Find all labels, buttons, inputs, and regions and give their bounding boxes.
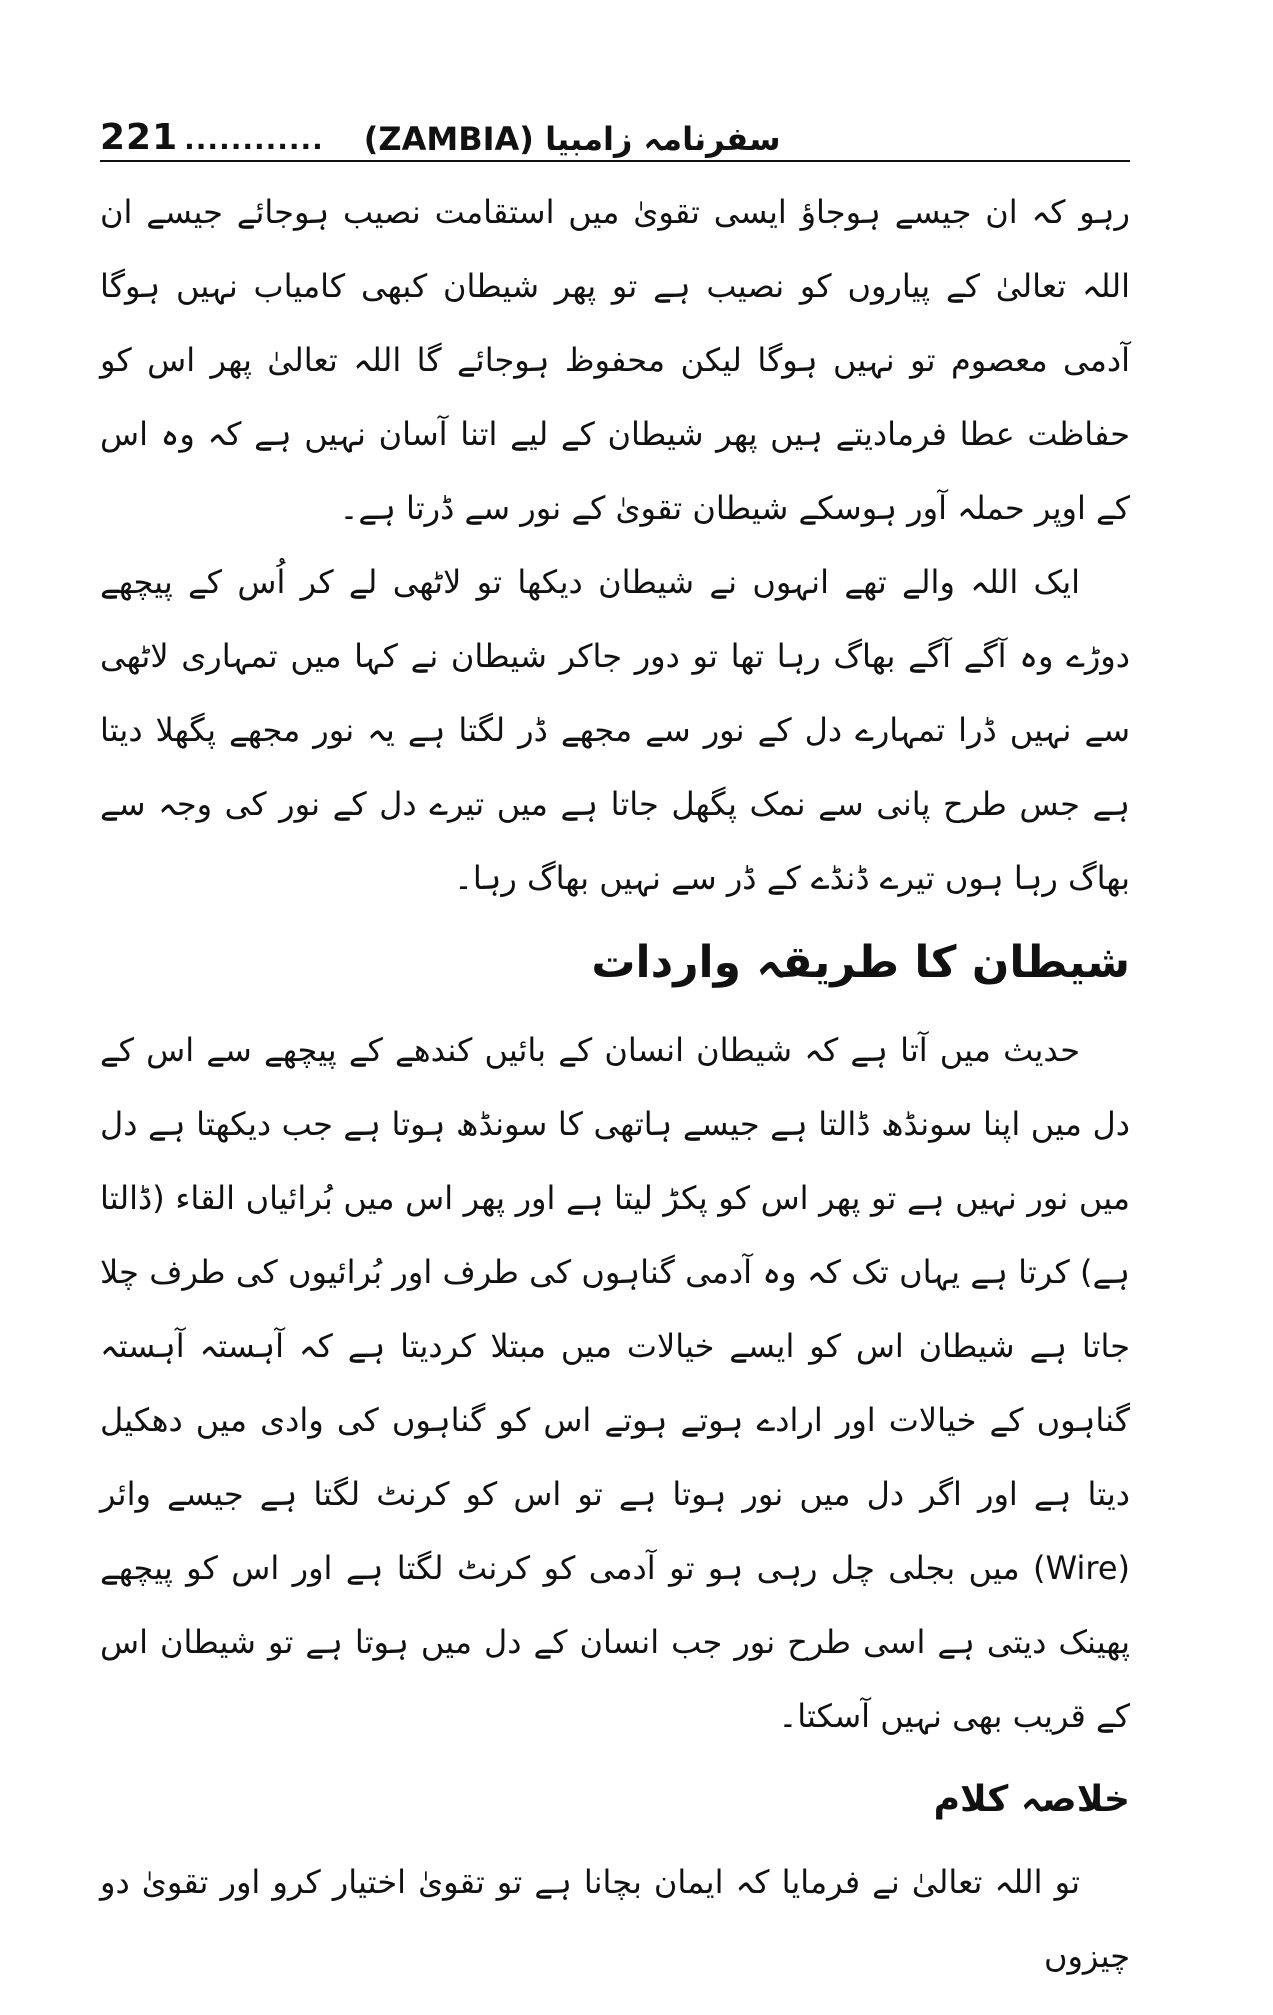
paragraph-2: ایک اللہ والے تھے انہوں نے شیطان دیکھا تو لاٹھی لے کر اُس کے پیچھے دوڑے وہ آگے آگے بھاگ رہا تھا تو دور جاکر شیطان نے کہا میں تمہاری لاٹھی سے نہیں ڈرا تمہارے دل کے نور سے مجھے ڈر لگتا ہے یہ نور مجھے پگھلا دیتا ہے جس طرح پانی سے نمک پگھل جاتا ہے میں تیرے دل کے نور کی وجہ سے بھاگ رہا ہوں تیرے ڈنڈے کے ڈر سے نہیں بھاگ رہا۔ xyxy=(100,563,1130,897)
page-number: 221 xyxy=(100,117,179,158)
paragraph-1: رہو کہ ان جیسے ہوجاؤ ایسی تقویٰ میں استقامت نصیب ہوجائے جیسے ان اللہ تعالیٰ کے پیاروں کو نصیب ہے تو پھر شیطان کبھی کامیاب نہیں ہوگا آدمی معصوم تو نہیں ہوگا لیکن محفوظ ہوجائے گا اللہ تعالیٰ پھر اس کو حفاظت عطا فرمادیتے ہیں پھر شیطان کے لیے اتنا آسان نہیں ہے کہ وہ اس کے اوپر حملہ آور ہوسکے شیطان تقویٰ کے نور سے ڈرتا ہے۔ xyxy=(100,193,1130,527)
section-heading-summary: خلاصہ کلام xyxy=(933,1779,1130,1820)
page-header xyxy=(100,98,1130,158)
paragraph-3: حدیث میں آتا ہے کہ شیطان انسان کے بائیں کندھے کے پیچھے سے اس کے دل میں اپنا سونڈھ ڈالتا ہے جیسے ہاتھی کا سونڈھ ہوتا ہے جب دیکھتا ہے دل میں نور نہیں ہے تو پھر اس کو پکڑ لیتا ہے اور پھر اس میں بُرائیاں القاء (ڈالتا ہے) کرتا ہے یہاں تک کہ وہ آدمی گناہوں کی طرف اور بُرائیوں کی طرف چلا جاتا ہے شیطان اس کو ایسے خیالات میں مبتلا کردیتا ہے کہ آہستہ آہستہ گناہوں کے خیالات اور ارادے ہوتے ہوتے اس کو گناہوں کی وادی میں دھکیل دیتا ہے اور اگر دل میں نور ہوتا ہے تو اس کو کرنٹ لگتا ہے جیسے وائر (Wire) میں بجلی چل رہی ہو تو آدمی کو کرنٹ لگتا ہے اور اس کو پیچھے پھینک دیتی ہے اسی طرح نور جب انسان کے دل میں ہوتا ہے تو شیطان اس کے قریب بھی نہیں آسکتا۔ xyxy=(100,1031,1130,1735)
page-number-dots: ............ xyxy=(184,123,324,156)
running-title: سفرنامہ زامبیا (ZAMBIA) xyxy=(363,120,781,158)
section-heading-shaitan-method: شیطان کا طریقہ واردات xyxy=(591,937,1130,988)
header-rule xyxy=(100,160,1130,162)
page-number-group xyxy=(100,117,324,158)
paragraph-4: تو اللہ تعالیٰ نے فرمایا کہ ایمان بچانا ہے تو تقویٰ اختیار کرو اور تقویٰ دو چیزوں xyxy=(100,1863,1130,1975)
page-body xyxy=(100,175,1130,1993)
